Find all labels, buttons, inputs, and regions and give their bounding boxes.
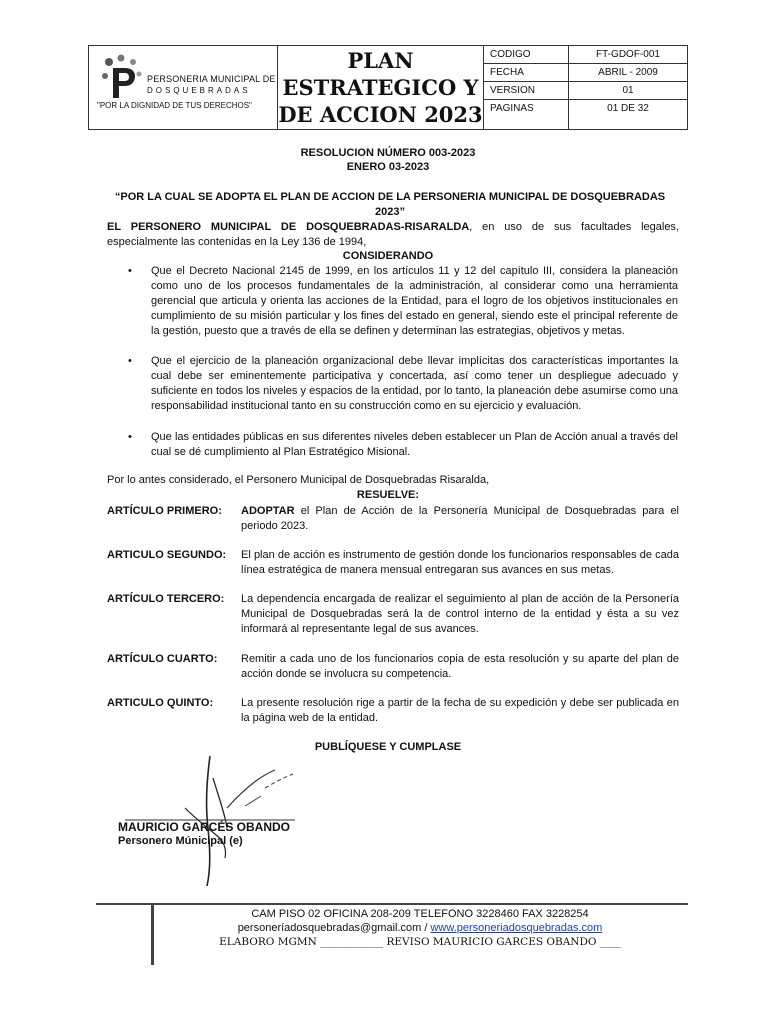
article-text: La dependencia encargada de realizar el seguimiento al plan de acción de la Personería Municipal de Dosquebradas será la de control interno de la entidad y ésta a su vez informará al representante legal de sus avances. — [241, 593, 679, 635]
title-line1: PLAN — [347, 48, 414, 73]
logo-cell — [89, 46, 278, 129]
footer-contact — [160, 921, 680, 935]
meta-value: FT-GDOF-001 — [596, 49, 660, 60]
org-name-line1: PERSONERIA MUNICIPAL DE — [147, 74, 276, 84]
footer-divider — [96, 903, 688, 905]
meta-value: 01 — [622, 85, 634, 96]
article-label: ARTÍCULO PRIMERO: — [107, 505, 222, 517]
meta-row — [484, 100, 687, 129]
meta-table — [484, 46, 687, 129]
article-text: El plan de acción es instrumento de gestión donde los funcionarios responsables de cada línea estratégica de manera mensual entregaran sus avances en sus metas. — [241, 549, 679, 576]
meta-key: CODIGO — [484, 46, 569, 63]
considerando-title: CONSIDERANDO — [342, 250, 434, 262]
article-tercero — [107, 592, 679, 637]
document-title — [278, 46, 484, 129]
handwritten-signature-icon — [115, 748, 315, 888]
article-label: ARTICULO QUINTO: — [107, 697, 214, 709]
intro-bold: EL PERSONERO MUNICIPAL DE DOSQUEBRADAS-RISARALDA — [107, 221, 470, 233]
meta-row — [484, 82, 687, 100]
article-label: ARTICULO SEGUNDO: — [107, 549, 227, 561]
article-label: ARTÍCULO TERCERO: — [107, 593, 225, 605]
list-item: • Que el Decreto Nacional 2145 de 1999, en los artículos 11 y 12 del capítulo III, considera la planeación como uno de los procesos fundamentales de la administración, al considerar como una herramienta gerencial que articula y orienta las acciones de la Entidad, para el logro de los objetivos institucionales en cumplimiento de su misión particular y los fines del estado en general, siendo este el principal referente de la gestión, puesto que a través de ella se definen y determinan las estrategias, objetivos y metas. — [128, 264, 678, 339]
footer-address: CAM PISO 02 OFICINA 208-209 TELEFONO 3228460 FAX 3228254 — [251, 908, 589, 920]
title-line2: ESTRATEGICO Y — [282, 75, 479, 100]
resolution-number: RESOLUCION NÚMERO 003-2023 — [300, 147, 476, 159]
meta-value: ABRIL - 2009 — [598, 67, 658, 78]
title-line3: DE ACCION 2023 — [278, 102, 483, 127]
article-quinto — [107, 696, 679, 726]
intro-rest: , en uso de sus facultades legales, especialmente las contenidas en la Ley 136 de 1994, — [107, 221, 679, 248]
por-lo-antes: Por lo antes considerado, el Personero Municipal de Dosquebradas Risaralda, — [107, 474, 490, 486]
article-text: La presente resolución rige a partir de la fecha de su expedición y debe ser publicada en la página web de la entidad. — [241, 697, 679, 724]
considerando-list — [128, 264, 678, 339]
article-segundo — [107, 548, 679, 578]
list-item: • Que el ejercicio de la planeación organizacional debe llevar implícitas dos características importantes la cual debe ser eminentemente participativa y concertada, así como tener un despliegue adecuado y suficiente en todos los niveles y espacios de la entidad, por lo tanto, la planeación debe asumirse como una responsabilidad institucional tanto en su construcción como en su ejercicio y evaluación. — [128, 354, 678, 414]
footer-vertical-bar — [151, 905, 154, 965]
article-body: el Plan de Acción de la Personería Municipal de Dosquebradas para el periodo 2023. — [241, 505, 679, 532]
signer-name: MAURICIO GARCÉS OBANDO — [118, 820, 291, 834]
footer-website-link[interactable]: www.personeriadosquebradas.com — [430, 922, 603, 934]
closing-formula: PUBLÍQUESE Y CUMPLASE — [314, 741, 462, 753]
meta-key: FECHA — [484, 64, 569, 81]
considerando-list — [128, 354, 678, 414]
article-text: Remitir a cada uno de los funcionarios copia de esta resolución y su aparte del plan de acción donde se involucra su competencia. — [241, 653, 679, 680]
meta-row — [484, 64, 687, 82]
resolution-heading: “POR LA CUAL SE ADOPTA EL PLAN DE ACCION DE LA PERSONERIA MUNICIPAL DE DOSQUEBRADAS 2023” — [114, 191, 666, 218]
document-header — [88, 45, 688, 130]
footer-email: personeríadosquebradas@gmail.com / — [237, 922, 431, 934]
meta-key: VERSION — [484, 82, 569, 99]
article-label: ARTÍCULO CUARTO: — [107, 653, 218, 665]
meta-row — [484, 46, 687, 64]
article-bold-lead: ADOPTAR — [241, 505, 295, 517]
intro-paragraph — [107, 220, 679, 250]
personeria-logo-icon — [99, 54, 147, 102]
meta-value: 01 DE 32 — [607, 103, 649, 114]
article-cuarto — [107, 652, 679, 682]
slogan: "POR LA DIGNIDAD DE TUS DERECHOS" — [97, 101, 252, 110]
list-item: • Que las entidades públicas en sus diferentes niveles deben establecer un Plan de Acción anual a través del cual se dé cumplimiento al Plan Estratégico Misional. — [128, 430, 678, 460]
resuelve-title: RESUELVE: — [356, 489, 420, 501]
org-name — [147, 74, 276, 96]
considerando-list — [128, 430, 678, 460]
meta-key: PAGINAS — [484, 100, 569, 129]
resolution-date: ENERO 03-2023 — [346, 161, 430, 173]
article-text — [241, 504, 679, 534]
footer-elaboro: ELABORO MGMN ____________ REVISO MAURICIO GARCES OBANDO ____ — [219, 936, 621, 948]
org-name-line2: DOSQUEBRADAS — [147, 86, 251, 95]
article-primero — [107, 504, 679, 534]
signer-role: Personero Múnicipal (e) — [118, 835, 243, 847]
